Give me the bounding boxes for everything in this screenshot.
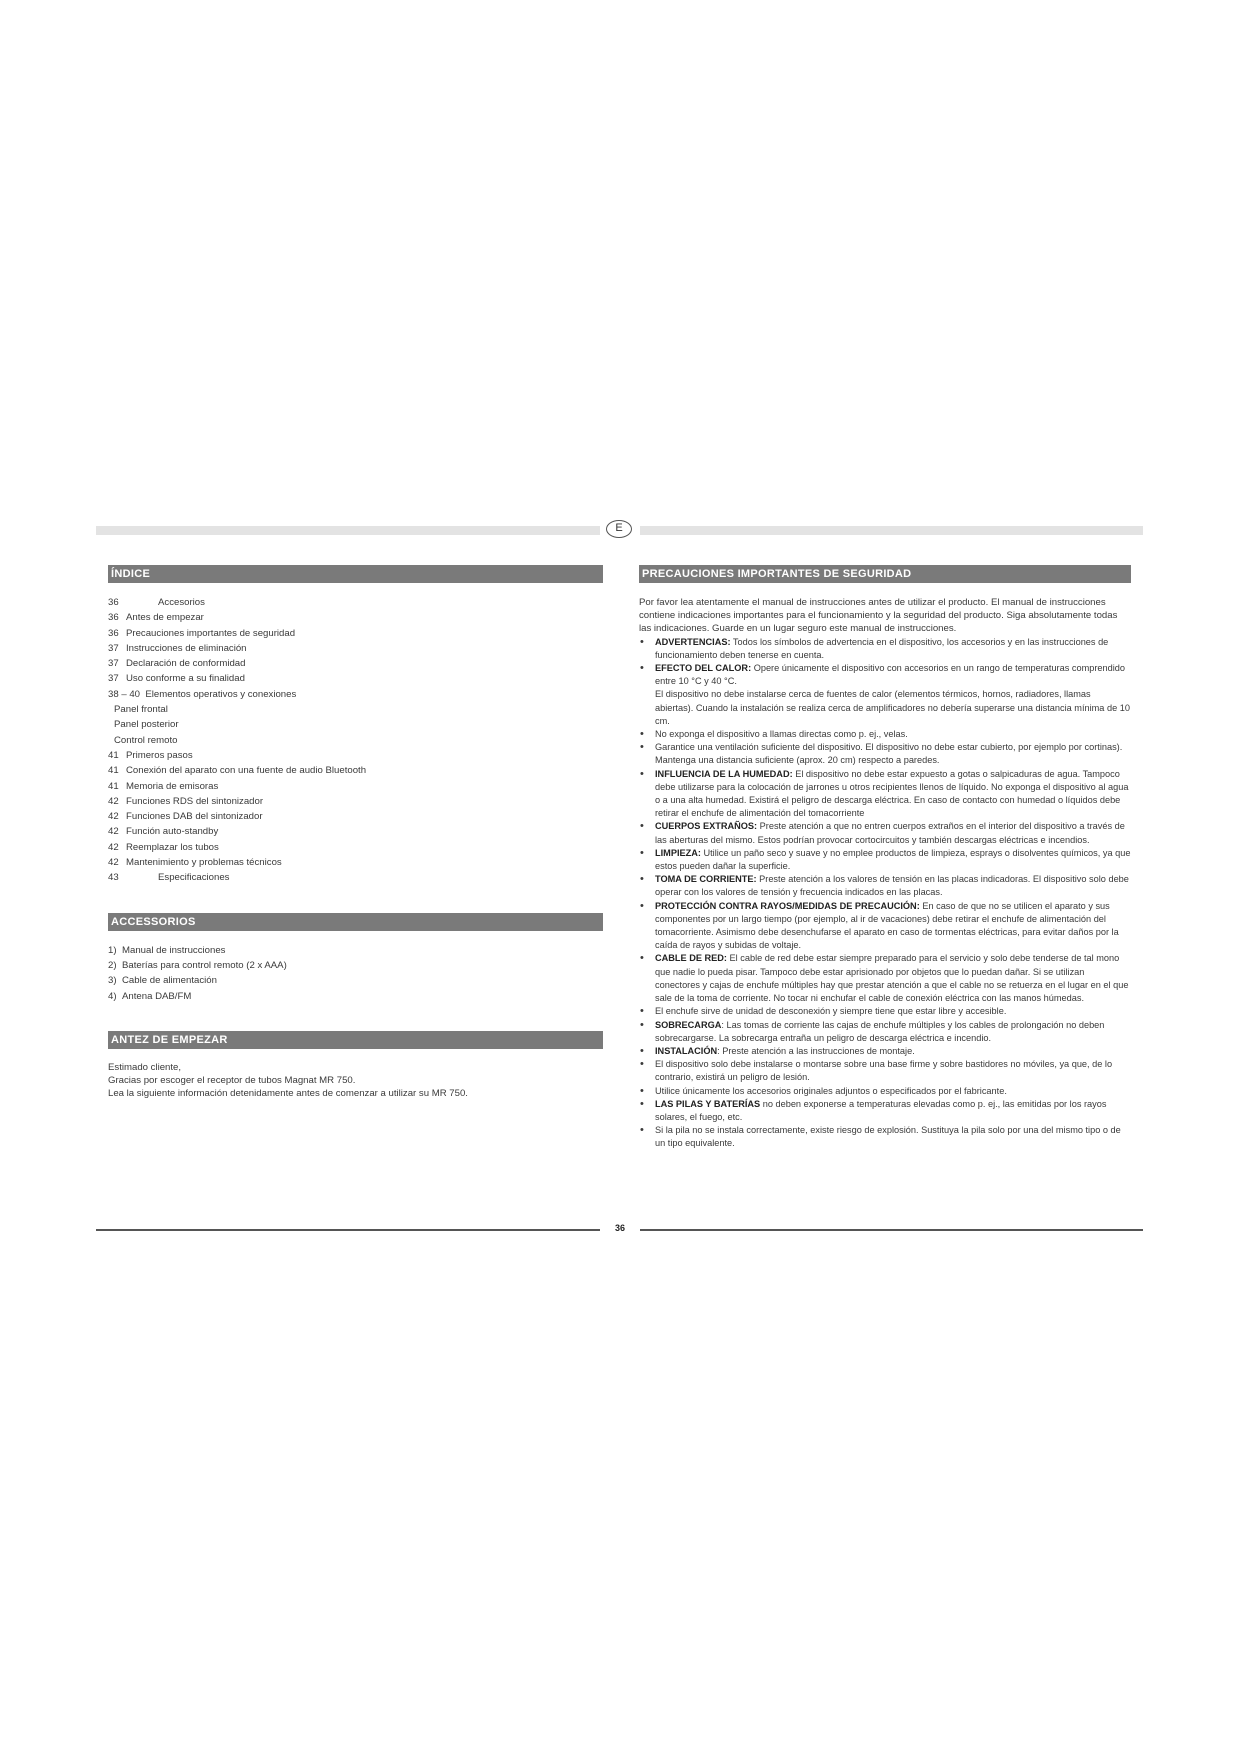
toc-entry (108, 779, 603, 794)
precaution-keyword: INFLUENCIA DE LA HUMEDAD: (655, 768, 793, 779)
accessory-item (108, 973, 603, 988)
precaution-text: No exponga el dispositivo a llamas directas como p. ej., velas. (655, 729, 908, 740)
bullet-icon: • (640, 1005, 644, 1018)
precaution-text: Preste atención a que no entren cuerpos extraños en el interior del dispositivo a través de las aberturas del mismo. Estos podrían provocar cortocircuitos y también descargas eléctricas e incendios. (655, 821, 1125, 845)
toc-page-number: 41 (108, 780, 119, 792)
toc-label: Elementos operativos y conexiones (145, 688, 297, 700)
toc-entry (108, 748, 603, 763)
accessory-number: 3) (108, 975, 117, 987)
toc-label: Uso conforme a su finalidad (126, 673, 245, 685)
bullet-icon: • (640, 728, 644, 741)
bullet-icon: • (640, 662, 644, 675)
toc-entry (108, 763, 603, 778)
toc-label: Mantenimiento y problemas técnicos (126, 857, 282, 869)
precaution-item (639, 1058, 1131, 1084)
precaution-item (639, 1085, 1131, 1098)
precauciones-heading: PRECAUCIONES IMPORTANTES DE SEGURIDAD (639, 565, 1131, 583)
accessory-item (108, 958, 603, 973)
toc-label: Memoria de emisoras (126, 780, 219, 792)
precaution-item (639, 820, 1131, 846)
toc-label: Antes de empezar (126, 612, 204, 624)
toc-page-number: 41 (108, 749, 119, 761)
precaution-keyword: LIMPIEZA: (655, 847, 701, 858)
bullet-icon: • (640, 1018, 644, 1031)
toc-page-number: 42 (108, 841, 119, 853)
bullet-icon: • (640, 1058, 644, 1071)
accessory-number: 2) (108, 959, 117, 971)
accessory-number: 1) (108, 944, 117, 956)
toc-entry (108, 595, 603, 610)
toc-entry (108, 610, 603, 625)
toc-entry (108, 626, 603, 641)
toc-label: Declaración de conformidad (126, 658, 246, 670)
precaution-text: Garantice una ventilación suficiente del dispositivo. El dispositivo no debe estar cubierto, por ejemplo por cortinas). Mantenga una distancia suficiente (aprox. 20 cm) respecto a paredes. (655, 742, 1123, 766)
precaution-item (639, 952, 1131, 1005)
precaution-text: Todos los símbolos de advertencia en el dispositivo, los accesorios y en las instrucciones de funcionamiento deben tenerse en cuenta. (655, 636, 1109, 660)
toc-page-number: 42 (108, 857, 119, 869)
bullet-icon: • (640, 1044, 644, 1057)
precaution-text: Preste atención a los valores de tensión en las placas indicadoras. El dispositivo solo debe operar con los valores de tensión y frecuencia indicados en las placas. (655, 874, 1129, 898)
precaution-keyword: SOBRECARGA (655, 1019, 722, 1030)
precaution-text: El dispositivo no debe estar expuesto a gotas o salpicaduras de agua. Tampoco debe utilizarse para la colocación de jarrones u otros recipientes llenos de líquido. No exponga el dispositivo al agua o a una alta humedad. Existirá el peligro de descarga eléctrica. En caso de contacto con humedad o líquidos debe retirar el enchufe de alimentación del tomacorriente (655, 768, 1129, 819)
accessory-number: 4) (108, 990, 117, 1002)
antes-greeting: Estimado cliente, (108, 1061, 182, 1073)
toc-entry (108, 733, 603, 748)
precaution-item (639, 768, 1131, 821)
bullet-icon: • (640, 1097, 644, 1110)
accessory-label: Cable de alimentación (122, 975, 217, 987)
toc-page-number: 36 (108, 597, 119, 608)
toc-entry (108, 870, 603, 885)
antes-body (108, 1061, 603, 1101)
precaution-extra-text: El dispositivo no debe instalarse cerca de fuentes de calor (elementos térmicos, hornos, radiadores, llamas abiertas). Cuando la instalación se realiza cerca de amplificadores no debería superarse una distancia mínima de 10 cm. (655, 689, 1130, 726)
bullet-icon: • (640, 767, 644, 780)
precaution-text: no deben exponerse a temperaturas elevadas como p. ej., las emitidas por los rayos solares, el fuego, etc. (655, 1098, 1107, 1122)
precaution-keyword: INSTALACIÓN (655, 1045, 718, 1056)
toc-label: Control remoto (114, 734, 178, 746)
accessory-item (108, 989, 603, 1004)
toc-entry (108, 671, 603, 686)
antes-line-1: Gracias por escoger el receptor de tubos Magnat MR 750. (108, 1075, 356, 1087)
precauciones-intro: Por favor lea atentamente el manual de instrucciones antes de utilizar el producto. El manual de instrucciones contiene indicaciones importantes para el funcionamiento y la seguridad del producto. Siga absolutamente todas las indicaciones. Guarde en un lugar seguro este manual de instrucciones. (639, 597, 1118, 635)
indice-heading: ÍNDICE (108, 565, 603, 583)
language-badge: E (606, 520, 632, 538)
toc-label: Primeros pasos (126, 749, 193, 761)
toc-label: Accesorios (158, 597, 205, 608)
bullet-icon: • (640, 741, 644, 754)
precaution-item (639, 662, 1131, 728)
precaution-item (639, 873, 1131, 899)
precaution-item (639, 741, 1131, 767)
toc-page-number: 37 (108, 658, 119, 670)
toc-entry (108, 824, 603, 839)
precaution-keyword: EFECTO DEL CALOR: (655, 663, 752, 674)
accesorios-heading: ACCESSORIOS (108, 913, 603, 931)
left-column (108, 565, 603, 1100)
precaution-keyword: CABLE DE RED: (655, 953, 727, 964)
toc-label: Funciones DAB del sintonizador (126, 811, 263, 823)
precaution-item (639, 1098, 1131, 1124)
toc-page-number: 42 (108, 811, 119, 823)
precaution-keyword: TOMA DE CORRIENTE: (655, 874, 757, 885)
toc-entry (108, 809, 603, 824)
precaution-keyword: CUERPOS EXTRAÑOS: (655, 821, 758, 832)
precauciones-list (639, 636, 1131, 1151)
bullet-icon: • (640, 1124, 644, 1137)
toc-label: Panel frontal (114, 704, 168, 716)
header-rule-left (96, 526, 600, 535)
toc-entry (108, 687, 603, 702)
toc-entry (108, 702, 603, 717)
precaution-item (639, 1019, 1131, 1045)
precaution-text: Utilice un paño seco y suave y no emplee productos de limpieza, esprays o disolventes químicos, ya que estos pueden dañar la superficie. (655, 847, 1131, 872)
footer-rule-right (640, 1229, 1143, 1231)
precaution-text: : Preste atención a las instrucciones de montaje. (717, 1045, 915, 1056)
toc-label: Precauciones importantes de seguridad (126, 627, 296, 639)
toc-label: Especificaciones (158, 872, 230, 884)
table-of-contents (108, 595, 603, 886)
bullet-icon: • (640, 1084, 644, 1097)
toc-label: Reemplazar los tubos (126, 841, 219, 853)
toc-label: Función auto-standby (126, 826, 219, 838)
toc-label: Instrucciones de eliminación (126, 642, 247, 654)
precaution-item (639, 1124, 1131, 1150)
toc-entry (108, 840, 603, 855)
toc-page-number: 37 (108, 673, 119, 685)
toc-page-number: 42 (108, 826, 119, 838)
toc-entry (108, 794, 603, 809)
page-number: 36 (614, 1223, 625, 1233)
antes-line-2: Lea la siguiente información detenidamente antes de comenzar a utilizar su MR 750. (108, 1088, 468, 1100)
precaution-item (639, 900, 1131, 953)
toc-page-number: 37 (108, 642, 119, 654)
bullet-icon: • (640, 899, 644, 912)
precaution-item (639, 1045, 1131, 1058)
accessory-label: Manual de instrucciones (122, 944, 226, 956)
toc-page-number: 41 (108, 765, 119, 777)
precaution-keyword: LAS PILAS Y BATERÍAS (655, 1098, 761, 1109)
precaution-text: Opere únicamente el dispositivo con accesorios en un rango de temperaturas comprendido entre 10 °C y 40 °C. (655, 663, 1125, 687)
precaution-item (639, 847, 1131, 873)
precaution-keyword: ADVERTENCIAS: (655, 636, 731, 647)
accessory-item (108, 943, 603, 958)
precaution-keyword: PROTECCIÓN CONTRA RAYOS/MEDIDAS DE PRECAUCIÓN: (655, 900, 920, 911)
footer-rule-left (96, 1229, 600, 1231)
accessory-label: Antena DAB/FM (122, 990, 192, 1002)
toc-page-number: 42 (108, 795, 119, 807)
precaution-text: En caso de que no se utilicen el aparato y sus componentes por un largo tiempo (por ejemplo, al ir de vacaciones) debe retirar el enchufe de alimentación del tomacorriente. Asimismo debe desenchufarse el aparato en caso de tormentas eléctricas, para evitar daños por la caída de rayos y subidas de voltaje. (655, 900, 1119, 951)
right-column (639, 565, 1131, 1151)
precaution-item (639, 636, 1131, 662)
toc-entry (108, 855, 603, 870)
toc-label: Funciones RDS del sintonizador (126, 795, 264, 807)
toc-page-number: 36 (108, 627, 119, 639)
toc-entry (108, 641, 603, 656)
toc-entry (108, 717, 603, 732)
precaution-text: Si la pila no se instala correctamente, existe riesgo de explosión. Sustituya la pila solo por una del mismo tipo o de un tipo equivalente. (655, 1125, 1121, 1149)
precaution-text: : Las tomas de corriente las cajas de enchufe múltiples y los cables de prolongación no deben sobrecargarse. La sobrecarga entraña un peligro de descarga eléctrica e incendio. (655, 1019, 1105, 1043)
precaution-text: Utilice únicamente los accesorios originales adjuntos o especificados por el fabricante. (655, 1085, 1007, 1096)
toc-page-number: 38 – 40 (108, 688, 141, 700)
precaution-text: El dispositivo solo debe instalarse o montarse sobre una base firme y sobre bastidores no móviles, ya que, de lo contrario, existirá un peligro de lesión. (655, 1059, 1113, 1083)
accessories-list (108, 943, 603, 1004)
accessory-label: Baterías para control remoto (2 x AAA) (122, 959, 287, 971)
toc-page-number: 43 (108, 872, 119, 884)
toc-entry (108, 656, 603, 671)
bullet-icon: • (640, 820, 644, 833)
precaution-item (639, 1005, 1131, 1018)
bullet-icon: • (640, 635, 644, 648)
toc-label: Panel posterior (114, 719, 179, 731)
header-rule-right (640, 526, 1143, 535)
toc-label: Conexión del aparato con una fuente de audio Bluetooth (126, 765, 367, 777)
bullet-icon: • (640, 846, 644, 859)
antes-heading: ANTEZ DE EMPEZAR (108, 1031, 603, 1049)
bullet-icon: • (640, 952, 644, 965)
precaution-item (639, 728, 1131, 741)
precaution-text: El enchufe sirve de unidad de desconexión y siempre tiene que estar libre y accesible. (655, 1006, 1007, 1017)
precaution-text: El cable de red debe estar siempre preparado para el servicio y solo debe tenderse de tal mono que nadie lo pueda pisar. Tampoco debe estar aprisionado por objetos que lo puedan dañar. Si se utilizan conectores y cajas de enchufe múltiples hay que prestar atención a que el cable no se retuerza en el lugar en el que sale de la toma de corriente. No tocar ni enchufar el cable de conexión eléctrica con las manos húmedas. (655, 953, 1129, 1004)
bullet-icon: • (640, 873, 644, 886)
toc-page-number: 36 (108, 612, 119, 624)
